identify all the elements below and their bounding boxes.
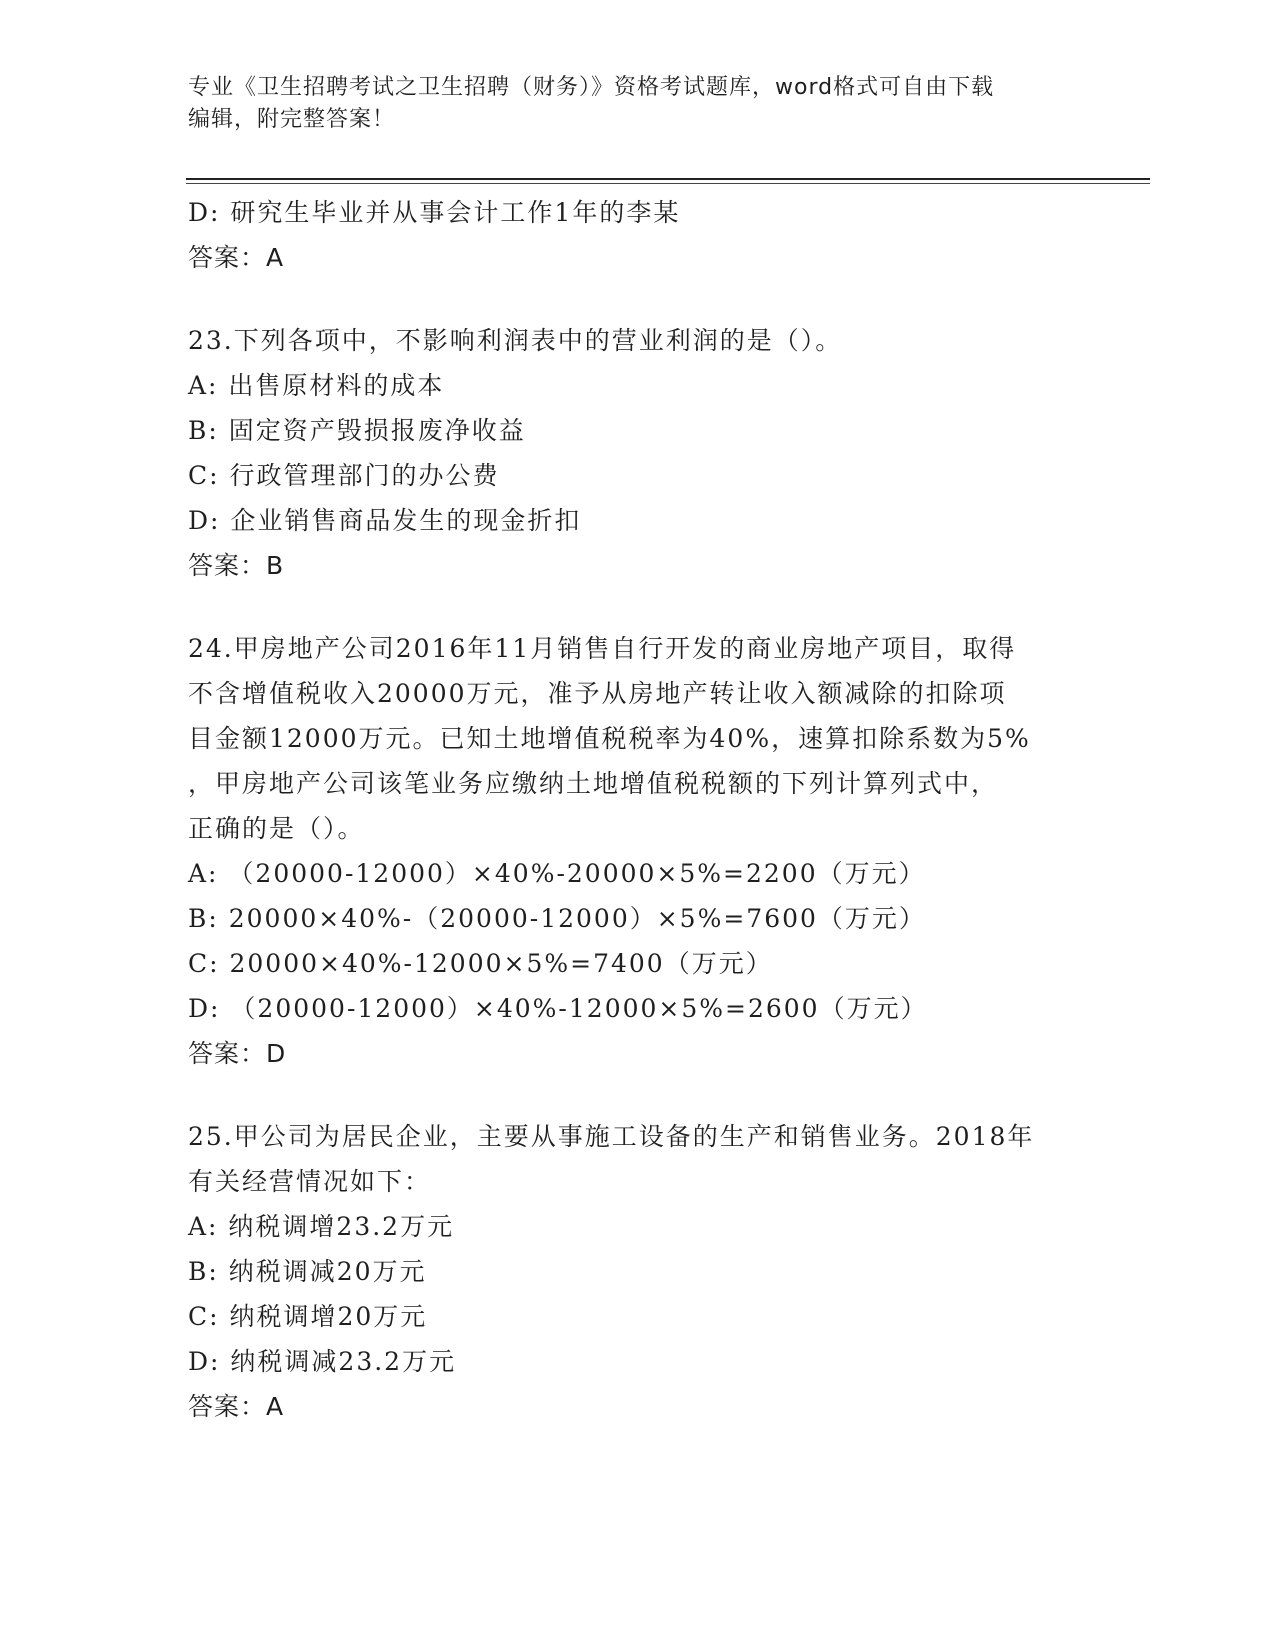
question-stem: 23.下列各项中，不影响利润表中的营业利润的是（）。 xyxy=(188,326,843,355)
header-line-2: 编辑，附完整答案！ xyxy=(188,107,396,132)
question-stem-line-4: ，甲房地产公司该笔业务应缴纳土地增值税税额的下列计算列式中， xyxy=(188,769,999,798)
question-stem-line-1: 24.甲房地产公司2016年11月销售自行开发的商业房地产项目，取得 xyxy=(188,634,1017,663)
question-23 xyxy=(188,318,1088,588)
option-a: A: （20000-12000）×40%-20000×5%=2200（万元） xyxy=(188,859,926,888)
option-c: C: 行政管理部门的办公费 xyxy=(188,461,500,490)
answer: 答案：A xyxy=(188,1392,285,1421)
question-content xyxy=(188,190,1088,1429)
option-b: B: 20000×40%-（20000-12000）×5%=7600（万元） xyxy=(188,904,926,933)
option-d: D: 研究生毕业并从事会计工作1年的李某 xyxy=(188,198,681,227)
option-a: A: 出售原材料的成本 xyxy=(188,371,445,400)
question-stem-line-2: 不含增值税收入20000万元，准予从房地产转让收入额减除的扣除项 xyxy=(188,679,1007,708)
answer: 答案：B xyxy=(188,551,285,580)
option-c: C: 20000×40%-12000×5%=7400（万元） xyxy=(188,949,773,978)
question-stem-line-1: 25.甲公司为居民企业，主要从事施工设备的生产和销售业务。2018年 xyxy=(188,1122,1035,1151)
question-stem-line-3: 目金额12000万元。已知土地增值税税率为40%，速算扣除系数为5% xyxy=(188,724,1031,753)
option-d: D: 纳税调减23.2万元 xyxy=(188,1347,457,1376)
option-c: C: 纳税调增20万元 xyxy=(188,1302,428,1331)
option-b: B: 纳税调减20万元 xyxy=(188,1257,427,1286)
question-stem-line-5: 正确的是（）。 xyxy=(188,814,365,843)
option-b: B: 固定资产毁损报废净收益 xyxy=(188,416,526,445)
question-25 xyxy=(188,1114,1088,1429)
question-stem-line-2: 有关经营情况如下： xyxy=(188,1167,432,1196)
option-d: D: 企业销售商品发生的现金折扣 xyxy=(188,506,582,535)
option-d: D: （20000-12000）×40%-12000×5%=2600（万元） xyxy=(188,994,928,1023)
option-a: A: 纳税调增23.2万元 xyxy=(188,1212,455,1241)
page-header xyxy=(188,72,1068,136)
answer: 答案：D xyxy=(188,1039,287,1068)
question-24 xyxy=(188,626,1088,1076)
answer: 答案：A xyxy=(188,243,285,272)
header-line-1: 专业《卫生招聘考试之卫生招聘（财务）》资格考试题库，word格式可自由下载 xyxy=(188,75,995,100)
previous-question-tail xyxy=(188,190,1088,280)
header-divider-thick xyxy=(186,178,1150,180)
header-divider-thin xyxy=(186,183,1150,184)
